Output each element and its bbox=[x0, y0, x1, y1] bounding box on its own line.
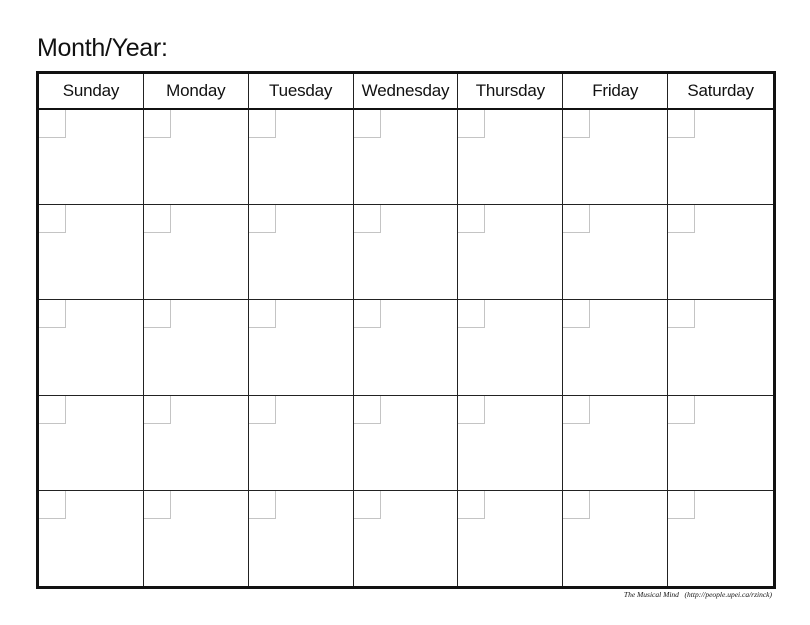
day-cell bbox=[668, 110, 773, 205]
date-number-box bbox=[563, 491, 590, 519]
day-cell bbox=[563, 110, 668, 205]
date-number-box bbox=[249, 205, 276, 233]
date-number-box bbox=[668, 396, 695, 424]
day-header-tuesday: Tuesday bbox=[249, 74, 354, 110]
date-number-box bbox=[354, 110, 381, 138]
date-number-box bbox=[668, 205, 695, 233]
day-cell bbox=[563, 396, 668, 491]
date-number-box bbox=[668, 491, 695, 519]
day-cell bbox=[458, 300, 563, 395]
date-number-box bbox=[354, 396, 381, 424]
day-header-wednesday: Wednesday bbox=[354, 74, 459, 110]
date-number-box bbox=[249, 110, 276, 138]
date-number-box bbox=[668, 110, 695, 138]
date-number-box bbox=[39, 491, 66, 519]
day-cell bbox=[354, 491, 459, 586]
day-cell bbox=[249, 491, 354, 586]
date-number-box bbox=[458, 491, 485, 519]
day-cell bbox=[563, 205, 668, 300]
day-cell bbox=[563, 491, 668, 586]
date-number-box bbox=[563, 396, 590, 424]
day-header-sunday: Sunday bbox=[39, 74, 144, 110]
date-number-box bbox=[39, 205, 66, 233]
day-cell bbox=[39, 205, 144, 300]
date-number-box bbox=[668, 300, 695, 328]
date-number-box bbox=[563, 110, 590, 138]
day-cell bbox=[144, 300, 249, 395]
calendar-grid bbox=[36, 71, 776, 589]
day-cell bbox=[668, 205, 773, 300]
date-number-box bbox=[144, 396, 171, 424]
date-number-box bbox=[39, 300, 66, 328]
date-number-box bbox=[249, 396, 276, 424]
day-cell bbox=[144, 396, 249, 491]
day-cell bbox=[144, 205, 249, 300]
day-cell bbox=[39, 110, 144, 205]
date-number-box bbox=[354, 491, 381, 519]
date-number-box bbox=[458, 205, 485, 233]
date-number-box bbox=[144, 491, 171, 519]
day-cell bbox=[144, 491, 249, 586]
day-cell bbox=[39, 396, 144, 491]
day-cell bbox=[39, 491, 144, 586]
day-header-thursday: Thursday bbox=[458, 74, 563, 110]
day-header-monday: Monday bbox=[144, 74, 249, 110]
day-cell bbox=[668, 491, 773, 586]
date-number-box bbox=[458, 396, 485, 424]
day-cell bbox=[668, 300, 773, 395]
day-cell bbox=[249, 396, 354, 491]
day-header-friday: Friday bbox=[563, 74, 668, 110]
day-cell bbox=[249, 205, 354, 300]
date-number-box bbox=[249, 300, 276, 328]
day-cell bbox=[354, 205, 459, 300]
day-cell bbox=[458, 491, 563, 586]
date-number-box bbox=[458, 110, 485, 138]
day-cell bbox=[39, 300, 144, 395]
footer-credit: The Musical Mind (http://people.upei.ca/rzinck) bbox=[623, 590, 772, 599]
date-number-box bbox=[39, 396, 66, 424]
date-number-box bbox=[354, 205, 381, 233]
day-cell bbox=[354, 396, 459, 491]
day-cell bbox=[354, 110, 459, 205]
day-cell bbox=[458, 396, 563, 491]
day-cell bbox=[249, 300, 354, 395]
month-year-label: Month/Year: bbox=[37, 34, 168, 62]
day-header-saturday: Saturday bbox=[668, 74, 773, 110]
day-cell bbox=[354, 300, 459, 395]
date-number-box bbox=[563, 300, 590, 328]
date-number-box bbox=[144, 300, 171, 328]
day-cell bbox=[668, 396, 773, 491]
day-cell bbox=[563, 300, 668, 395]
date-number-box bbox=[249, 491, 276, 519]
date-number-box bbox=[39, 110, 66, 138]
date-number-box bbox=[354, 300, 381, 328]
day-cell bbox=[458, 205, 563, 300]
day-cell bbox=[249, 110, 354, 205]
date-number-box bbox=[458, 300, 485, 328]
date-number-box bbox=[563, 205, 590, 233]
day-cell bbox=[144, 110, 249, 205]
day-cell bbox=[458, 110, 563, 205]
date-number-box bbox=[144, 205, 171, 233]
date-number-box bbox=[144, 110, 171, 138]
